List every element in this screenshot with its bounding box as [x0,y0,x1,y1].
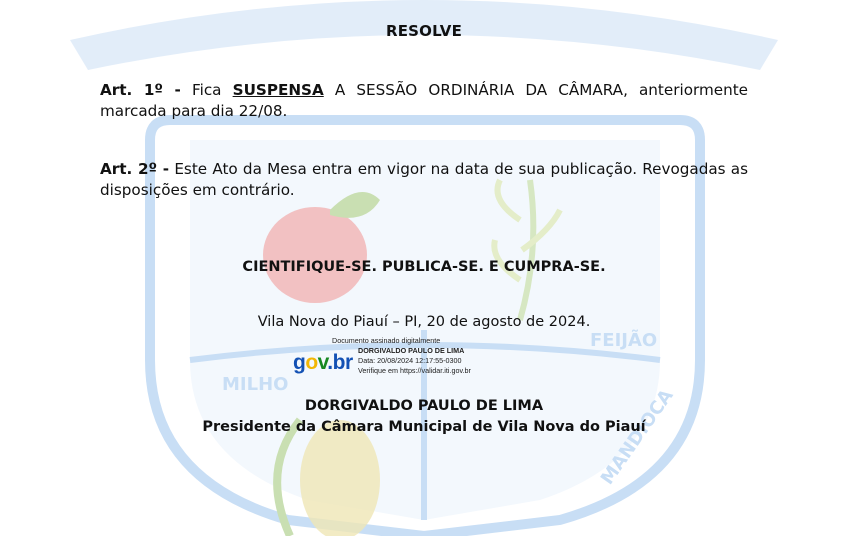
signature-signer: DORGIVALDO PAULO DE LIMA [358,346,465,355]
signer-role: Presidente da Câmara Municipal de Vila Nova do Piauí [202,419,646,435]
article-1-text-before: Fica [191,81,222,99]
article-2-text: Este Ato da Mesa entra em vigor na data de sua publicação. Revogadas as disposições em contrário. [100,160,748,199]
place-and-date: Vila Nova do Piauí – PI, 20 de agosto de 2024. [257,314,591,330]
article-1 [100,80,748,122]
signature-verify-link[interactable]: Verifique em https://validar.iti.gov.br [358,366,471,375]
article-1-emphasis: SUSPENSA [232,81,324,99]
closing-statement: CIENTIFIQUE-SE. PUBLICA-SE. E CUMPRA-SE. [242,259,606,275]
article-1-text-after: A SESSÃO ORDINÁRIA DA CÂMARA, anteriormente marcada para dia 22/08. [100,81,749,120]
section-heading: RESOLVE [385,22,463,40]
article-2 [100,159,748,201]
article-1-label: Art. 1º - [100,81,181,99]
signature-header: Documento assinado digitalmente [332,336,441,345]
watermark-label-milho: MILHO [222,374,289,395]
article-2-label: Art. 2º - [100,160,170,178]
govbr-logo [292,348,354,374]
signature-details [332,336,528,376]
digital-signature-stamp [292,336,522,386]
watermark-label-mandioca: MANDIOCA [596,385,678,489]
watermark-label-feijao: FEIJÃO [590,330,658,351]
svg-text:gov.br: gov.br [293,351,353,374]
signer-name: DORGIVALDO PAULO DE LIMA [304,398,544,414]
signature-date: Data: 20/08/2024 12:17:55-0300 [358,356,462,365]
